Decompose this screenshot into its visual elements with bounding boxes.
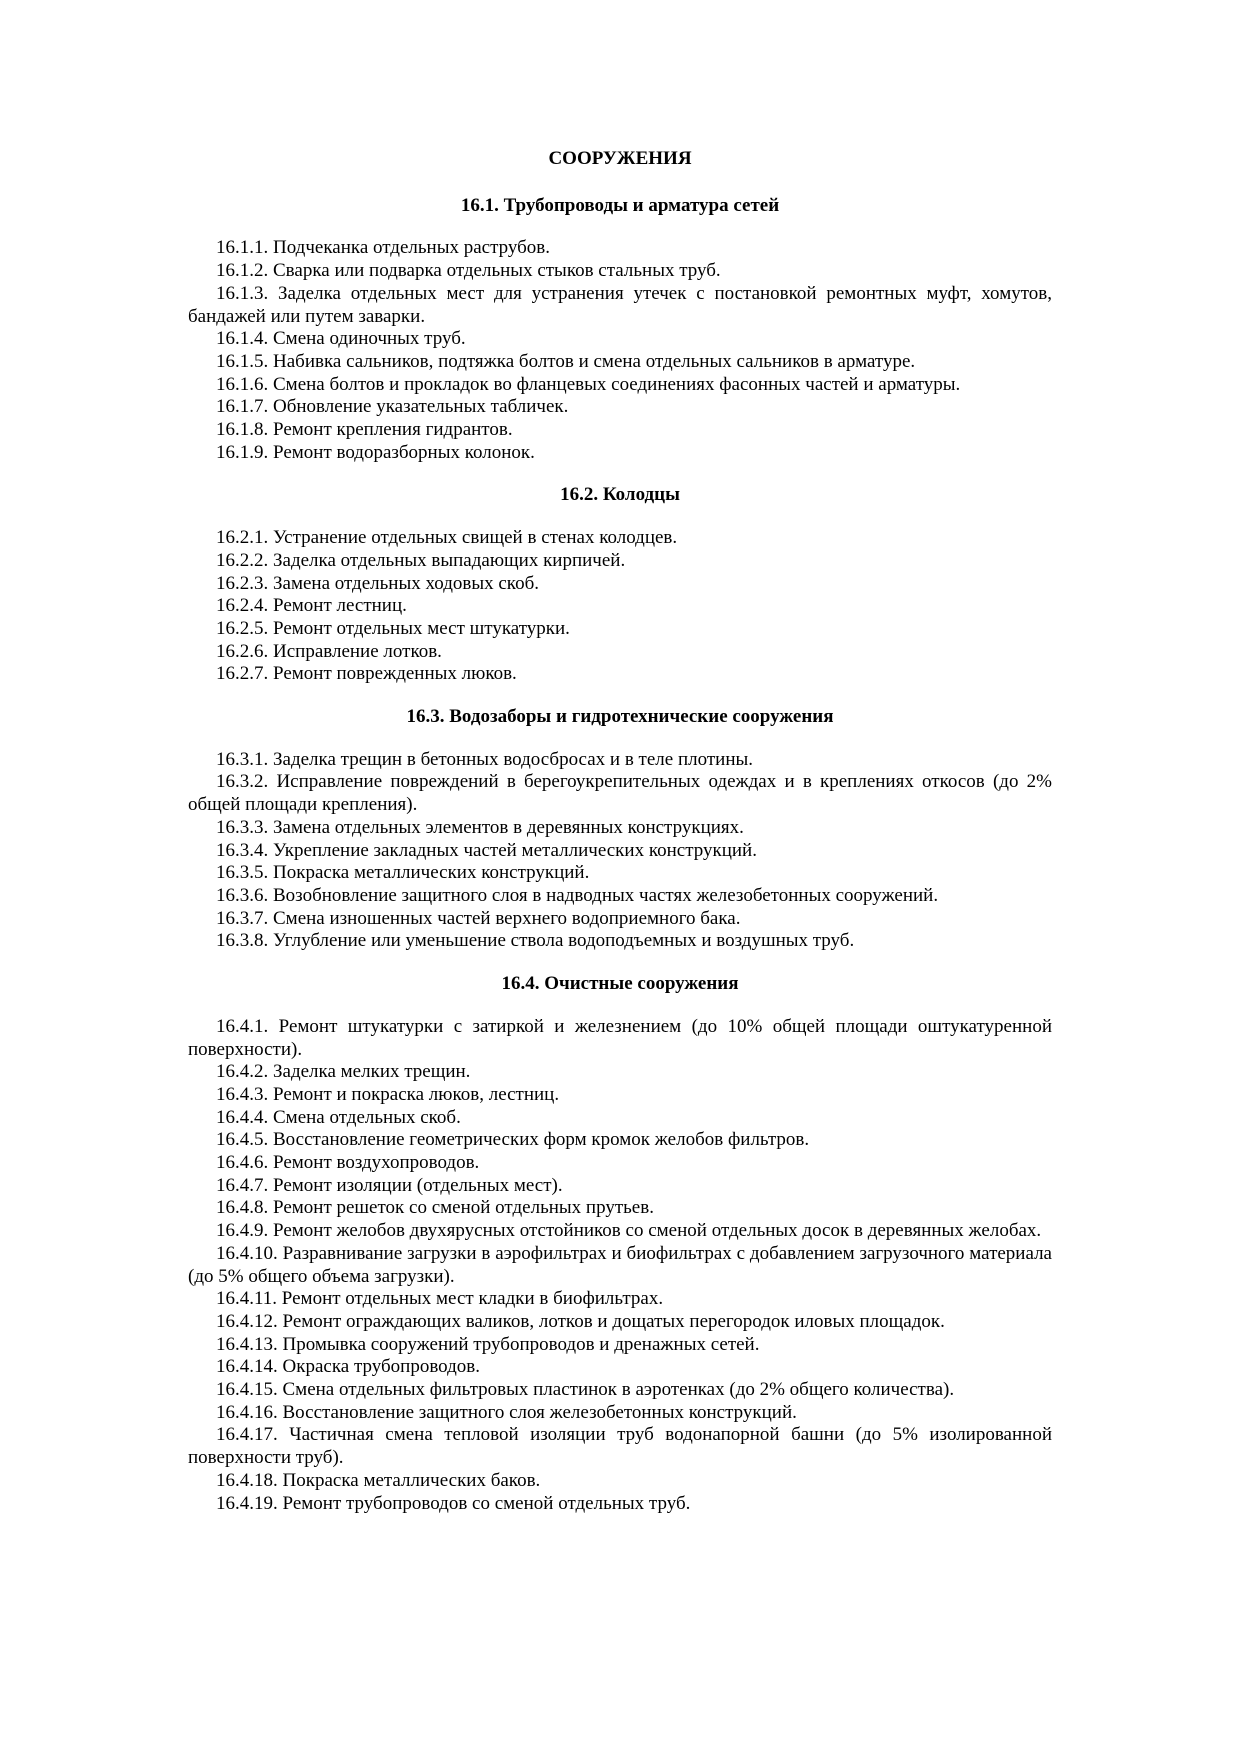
- list-item: 16.4.2. Заделка мелких трещин.: [216, 1061, 471, 1083]
- list-item: 16.4.16. Восстановление защитного слоя железобетонных конструкций.: [216, 1401, 797, 1423]
- list-item: 16.4.14. Окраска трубопроводов.: [216, 1356, 480, 1378]
- list-item: 16.3.5. Покраска металлических конструкций.: [216, 862, 590, 884]
- list-item: 16.2.6. Исправление лотков.: [216, 640, 442, 662]
- list-item: 16.2.2. Заделка отдельных выпадающих кирпичей.: [216, 549, 626, 571]
- list-item: 16.2.1. Устранение отдельных свищей в стенах колодцев.: [216, 527, 678, 549]
- list-item: 16.3.7. Смена изношенных частей верхнего водоприемного бака.: [216, 907, 741, 929]
- list-item: 16.1.4. Смена одиночных труб.: [216, 328, 466, 350]
- list-item: 16.4.3. Ремонт и покраска люков, лестниц.: [216, 1083, 560, 1105]
- section: [188, 973, 1052, 1515]
- list-item: 16.4.11. Ремонт отдельных мест кладки в биофильтрах.: [216, 1288, 664, 1310]
- list-item: 16.4.19. Ремонт трубопроводов со сменой отдельных труб.: [216, 1492, 691, 1514]
- list-item: 16.4.5. Восстановление геометрических форм кромок желобов фильтров.: [216, 1129, 810, 1151]
- list-item: 16.4.9. Ремонт желобов двухярусных отстойников со сменой отдельных досок в деревянных желобах.: [216, 1220, 1042, 1242]
- list-item: 16.3.3. Замена отдельных элементов в деревянных конструкциях.: [216, 816, 744, 838]
- list-item: 16.4.17. Частичная смена тепловой изоляции труб водонапорной башни (до 5% изолированной поверхности труб).: [188, 1424, 1052, 1469]
- list-item: 16.4.15. Смена отдельных фильтровых пластинок в аэротенках (до 2% общего количества).: [216, 1379, 955, 1401]
- section-heading: 16.4. Очистные сооружения: [501, 973, 739, 995]
- list-item: 16.4.7. Ремонт изоляции (отдельных мест).: [216, 1174, 563, 1196]
- section-heading: 16.1. Трубопроводы и арматура сетей: [460, 194, 780, 216]
- section-heading: 16.2. Колодцы: [560, 484, 680, 506]
- list-item: 16.4.1. Ремонт штукатурки с затиркой и железнением (до 10% общей площади оштукатуренной поверхности).: [188, 1015, 1052, 1060]
- document-page: [188, 148, 1052, 1515]
- list-item: 16.4.18. Покраска металлических баков.: [216, 1469, 541, 1491]
- list-item: 16.2.4. Ремонт лестниц.: [216, 595, 407, 617]
- list-item: 16.1.2. Сварка или подварка отдельных стыков стальных труб.: [216, 260, 721, 282]
- list-item: 16.2.5. Ремонт отдельных мест штукатурки.: [216, 617, 570, 639]
- list-item: 16.1.5. Набивка сальников, подтяжка болтов и смена отдельных сальников в арматуре.: [216, 350, 916, 372]
- list-item: 16.1.7. Обновление указательных табличек.: [216, 396, 569, 418]
- list-item: 16.3.4. Укрепление закладных частей металлических конструкций.: [216, 839, 757, 861]
- list-item: 16.1.3. Заделка отдельных мест для устранения утечек с постановкой ремонтных муфт, хомутов, бандажей или путем заварки.: [188, 282, 1052, 327]
- list-item: 16.4.12. Ремонт ограждающих валиков, лотков и дощатых перегородок иловых площадок.: [216, 1310, 945, 1332]
- list-item: 16.3.8. Углубление или уменьшение ствола водоподъемных и воздушных труб.: [216, 930, 855, 952]
- section: [188, 195, 1052, 465]
- section: [188, 706, 1052, 953]
- list-item: 16.4.13. Промывка сооружений трубопроводов и дренажных сетей.: [216, 1333, 760, 1355]
- list-item: 16.1.9. Ремонт водоразборных колонок.: [216, 441, 535, 463]
- list-item: 16.2.3. Замена отдельных ходовых скоб.: [216, 572, 539, 594]
- list-item: 16.1.1. Подчеканка отдельных раструбов.: [216, 237, 551, 259]
- section: [188, 484, 1052, 686]
- list-item: 16.4.6. Ремонт воздухопроводов.: [216, 1152, 480, 1174]
- list-item: 16.2.7. Ремонт поврежденных люков.: [216, 663, 517, 685]
- list-item: 16.4.4. Смена отдельных скоб.: [216, 1106, 461, 1128]
- list-item: 16.3.2. Исправление повреждений в берегоукрепительных одеждах и в креплениях откосов (до 2% общей площади крепления).: [188, 771, 1052, 816]
- list-item: 16.1.6. Смена болтов и прокладок во фланцевых соединениях фасонных частей и арматуры.: [216, 373, 961, 395]
- document-title: СООРУЖЕНИЯ: [548, 148, 692, 169]
- list-item: 16.3.6. Возобновление защитного слоя в надводных частях железобетонных сооружений.: [216, 884, 939, 906]
- list-item: 16.1.8. Ремонт крепления гидрантов.: [216, 419, 513, 441]
- sections: [188, 195, 1052, 1516]
- list-item: 16.4.8. Ремонт решеток со сменой отдельных прутьев.: [216, 1197, 654, 1219]
- section-heading: 16.3. Водозаборы и гидротехнические сооружения: [406, 706, 834, 728]
- list-item: 16.3.1. Заделка трещин в бетонных водосбросах и в теле плотины.: [216, 748, 754, 770]
- list-item: 16.4.10. Разравнивание загрузки в аэрофильтрах и биофильтрах с добавлением загрузочного материала (до 5% общего объема загрузки).: [188, 1242, 1052, 1287]
